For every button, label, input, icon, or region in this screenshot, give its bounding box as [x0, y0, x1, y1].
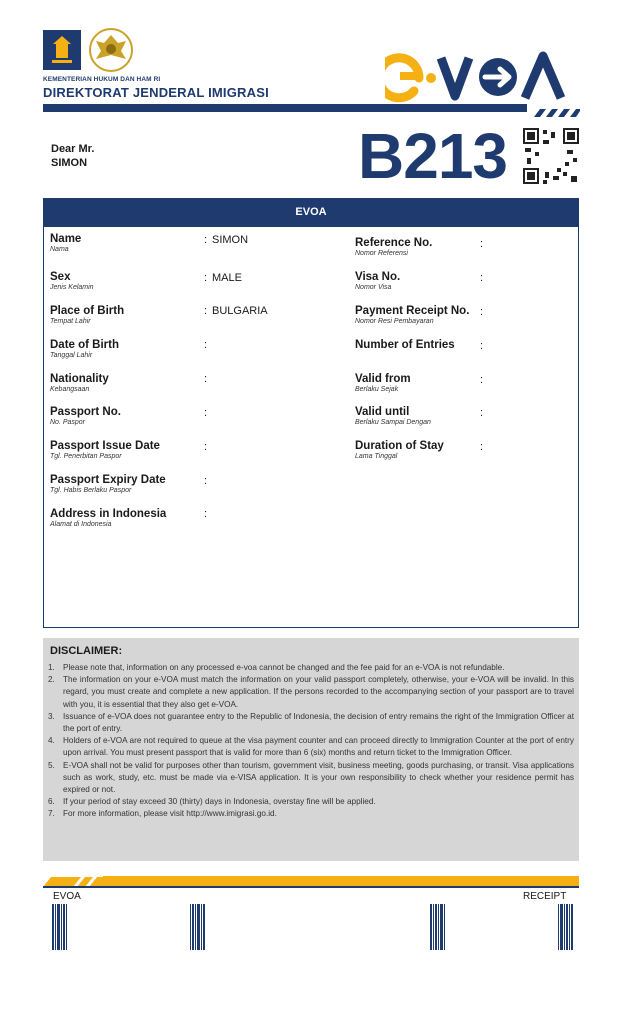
field-label: Visa No. — [355, 271, 401, 283]
field-passport-no — [50, 406, 121, 426]
footer-evoa-label: EVOA — [53, 891, 81, 902]
disclaimer-list — [48, 662, 574, 821]
field-colon: : — [204, 441, 208, 453]
field-colon: : — [204, 339, 208, 351]
field-colon: : — [480, 238, 484, 250]
qr-code-icon — [523, 128, 579, 184]
sex-value: MALE — [212, 272, 242, 284]
field-colon: : — [480, 306, 484, 318]
field-date-of-birth — [50, 339, 119, 359]
field-address-in-indonesia — [50, 508, 166, 528]
list-item: 6. If your period of stay exceed 30 (thirty) days in Indonesia, overstay fine will be applied. — [48, 796, 574, 808]
ministry-name: KEMENTERIAN HUKUM DAN HAM RI — [43, 76, 161, 83]
field-colon: : — [480, 441, 484, 453]
disclaimer-text: E-VOA shall not be valid for purposes other than tourism, government visit, business meeting, goods purchasing, or transit. Visa applications such as work, study, etc. must be made via e-VISA application. It is your own responsibility to check whether your residence permit has expired or not. — [63, 760, 574, 795]
field-sublabel: Nama — [50, 246, 69, 253]
footer-stripes — [43, 874, 103, 886]
list-item: 4. Holders of e-VOA are not required to queue at the visa payment counter and can proceed directly to Immigration Counter at the port of entry upon arrival. You must present passport that is valid for more than 6 (six) months and return ticket to the Immigration Officer. — [48, 735, 574, 759]
list-item: 3. Issuance of e-VOA does not guarantee entry to the Republic of Indonesia, the decision of entry remains the right of the Immigration Officer at the port of entry. — [48, 711, 574, 735]
evoa-details-box — [43, 198, 579, 628]
barcode-icon — [190, 904, 206, 950]
field-sublabel: Nomor Referensi — [355, 250, 408, 257]
field-label: Nationality — [50, 373, 109, 385]
section-title: EVOA — [43, 198, 579, 227]
field-colon: : — [480, 340, 484, 352]
field-colon: : — [480, 374, 484, 386]
barcode-icon — [558, 904, 574, 950]
field-sublabel: Lama Tinggal — [355, 453, 398, 460]
field-place-of-birth — [50, 305, 124, 325]
field-label: Passport Issue Date — [50, 440, 160, 452]
field-label: Name — [50, 233, 82, 245]
field-label: Address in Indonesia — [50, 508, 167, 520]
disclaimer-title: DISCLAIMER: — [50, 645, 123, 657]
greeting-name: SIMON — [51, 157, 88, 169]
field-sublabel: Berlaku Sampai Dengan — [355, 419, 431, 426]
field-sublabel: Berlaku Sejak — [355, 386, 399, 393]
disclaimer-text: Please note that, information on any processed e-voa cannot be changed and the fee paid for an e-VOA is not refundable. — [63, 663, 505, 672]
header-bar — [43, 104, 527, 112]
field-colon: : — [204, 272, 208, 284]
directorate-name: DIREKTORAT JENDERAL IMIGRASI — [43, 85, 269, 100]
field-passport-expiry-date — [50, 474, 166, 494]
footer-receipt-label: RECEIPT — [523, 891, 567, 902]
field-sublabel: Kebangsaan — [50, 386, 90, 393]
field-nationality — [50, 373, 109, 393]
field-duration-of-stay — [355, 440, 444, 460]
field-reference-no — [355, 237, 432, 257]
field-colon: : — [204, 373, 208, 385]
list-item: 7. For more information, please visit http://www.imigrasi.go.id. — [48, 808, 574, 820]
barcode-icon — [430, 904, 446, 950]
ministry-logo-icon — [43, 30, 81, 70]
disclaimer-text: If your period of stay exceed 30 (thirty) days in Indonesia, overstay fine will be applied. — [63, 797, 376, 807]
field-label: Passport No. — [50, 406, 121, 418]
garuda-emblem-icon — [88, 27, 134, 73]
field-name — [50, 233, 81, 253]
field-label: Payment Receipt No. — [355, 305, 470, 317]
field-label: Passport Expiry Date — [50, 474, 166, 486]
disclaimer-text: For more information, please visit http://www.imigrasi.go.id. — [63, 809, 277, 819]
field-colon: : — [204, 508, 208, 520]
field-sublabel: Jenis Kelamin — [50, 284, 94, 291]
field-sublabel: Tanggal Lahir — [50, 352, 93, 359]
field-label: Sex — [50, 271, 71, 283]
greeting-salutation: Dear Mr. — [51, 143, 95, 155]
field-colon: : — [204, 407, 208, 419]
field-visa-no — [355, 271, 400, 291]
disclaimer-text: Issuance of e-VOA does not guarantee entry to the Republic of Indonesia, the decision of entry remains the right of the Immigration Officer at the port of entry. — [63, 711, 574, 734]
evoa-logo-icon — [385, 48, 585, 108]
footer-bar — [103, 876, 579, 886]
field-valid-until — [355, 406, 431, 426]
name-value: SIMON — [212, 234, 249, 246]
field-label: Place of Birth — [50, 305, 125, 317]
field-sex — [50, 271, 94, 291]
field-sublabel: Tempat Lahir — [50, 318, 91, 325]
list-item: 2. The information on your e-VOA must match the information on your valid passport completely, otherwise, your e-VOA will be invalid. In this regard, you must create and complete a new application. If the persons recorded to the accompanying section of your passport are to travel with you, it is essential that they also get e-VOA. — [48, 674, 574, 711]
field-colon: : — [204, 305, 208, 317]
field-number-of-entries — [355, 339, 455, 351]
field-payment-receipt-no — [355, 305, 469, 325]
field-sublabel: Nomor Resi Pembayaran — [355, 318, 434, 325]
field-label: Valid until — [355, 406, 410, 418]
header-stripes — [530, 104, 580, 112]
field-sublabel: Nomor Visa — [355, 284, 392, 291]
barcode-icon — [52, 904, 68, 950]
disclaimer-text: The information on your e-VOA must match the information on your valid passport completely, otherwise, your e-VOA will be invalid. In this regard, you must create and complete a new application. If the persons recorded to the accompanying section of your passport are to travel with you, it is essential that they also get e-VOA. — [63, 675, 574, 709]
list-item: 5. E-VOA shall not be valid for purposes other than tourism, government visit, business meeting, goods purchasing, or transit. Visa applications such as work, study, etc. must be made via e-VISA application. It is your own responsibility to check whether your residence permit has expired or not. — [48, 760, 574, 797]
field-sublabel: Tgl. Habis Berlaku Paspor — [50, 487, 132, 494]
field-valid-from — [355, 373, 411, 393]
field-label: Number of Entries — [355, 339, 455, 351]
field-colon: : — [480, 407, 484, 419]
field-label: Reference No. — [355, 237, 433, 249]
field-sublabel: No. Paspor — [50, 419, 86, 426]
field-label: Duration of Stay — [355, 440, 444, 452]
field-colon: : — [204, 234, 208, 246]
place-of-birth-value: BULGARIA — [212, 305, 268, 317]
list-item: 1. Please note that, information on any processed e-voa cannot be changed and the fee paid for an e-VOA is not refundable. — [48, 662, 574, 674]
field-colon: : — [204, 475, 208, 487]
field-colon: : — [480, 272, 484, 284]
field-label: Valid from — [355, 373, 411, 385]
field-sublabel: Alamat di Indonesia — [50, 521, 112, 528]
field-sublabel: Tgl. Penerbitan Paspor — [50, 453, 122, 460]
visa-code: B213 — [358, 120, 507, 192]
field-label: Date of Birth — [50, 339, 119, 351]
disclaimer-text: Holders of e-VOA are not required to queue at the visa payment counter and can proceed directly to Immigration Counter at the port of entry upon arrival. You must present passport that is valid for more than 6 (six) months and return ticket to the Immigration Officer. — [63, 736, 574, 758]
footer-line — [43, 886, 579, 888]
field-passport-issue-date — [50, 440, 160, 460]
